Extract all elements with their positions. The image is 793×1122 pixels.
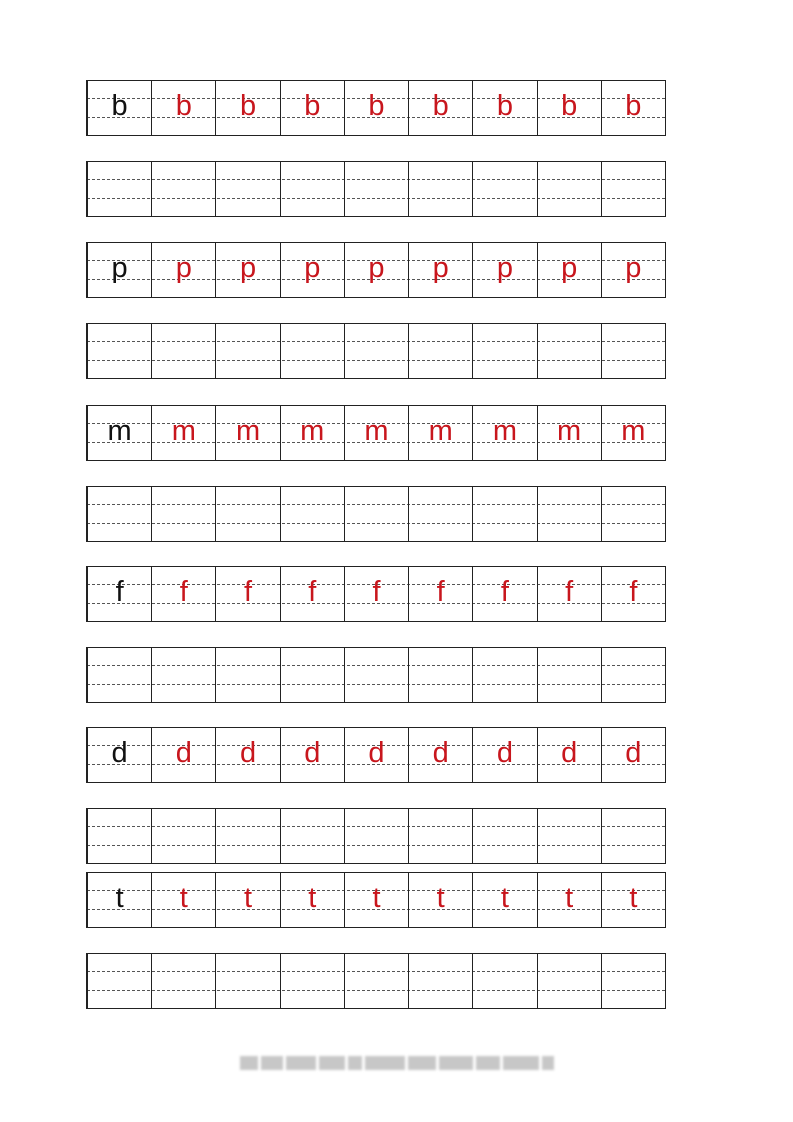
- blank-cell: [151, 809, 215, 863]
- trace-letter: t: [151, 873, 215, 927]
- blank-cell: [280, 487, 344, 541]
- trace-letter: t: [280, 873, 344, 927]
- blank-cell: [151, 954, 215, 1008]
- trace-letter: b: [601, 81, 665, 135]
- blank-cell: [280, 648, 344, 702]
- sample-letter: f: [87, 567, 151, 621]
- blank-cell: [601, 324, 665, 378]
- trace-letter: f: [601, 567, 665, 621]
- trace-letter: p: [472, 243, 536, 297]
- blank-cell: [215, 324, 279, 378]
- trace-letter: b: [215, 81, 279, 135]
- trace-letter: d: [601, 728, 665, 782]
- blank-cell: [408, 162, 472, 216]
- letter-row: [86, 872, 666, 928]
- trace-letter: d: [408, 728, 472, 782]
- sample-letter: b: [87, 81, 151, 135]
- trace-letter: b: [151, 81, 215, 135]
- blank-cell: [215, 809, 279, 863]
- blank-cell: [472, 487, 536, 541]
- blank-cell: [408, 487, 472, 541]
- letter-row: [86, 566, 666, 622]
- blank-cell: [408, 809, 472, 863]
- trace-letter: b: [537, 81, 601, 135]
- sample-letter: t: [87, 873, 151, 927]
- trace-letter: f: [344, 567, 408, 621]
- trace-letter: f: [408, 567, 472, 621]
- blank-cell: [537, 809, 601, 863]
- blank-cell: [87, 954, 151, 1008]
- sample-letter: d: [87, 728, 151, 782]
- trace-letter: m: [601, 406, 665, 460]
- trace-letter: t: [215, 873, 279, 927]
- blank-cell: [215, 162, 279, 216]
- blank-cell: [601, 809, 665, 863]
- blank-cell: [472, 324, 536, 378]
- blank-cell: [537, 954, 601, 1008]
- blank-cell: [87, 324, 151, 378]
- trace-letter: p: [408, 243, 472, 297]
- blank-practice-row: [86, 323, 666, 379]
- blank-cell: [344, 324, 408, 378]
- blank-practice-row: [86, 808, 666, 864]
- blank-cell: [151, 162, 215, 216]
- trace-letter: f: [280, 567, 344, 621]
- blank-cell: [87, 648, 151, 702]
- trace-letter: m: [280, 406, 344, 460]
- blank-cell: [601, 648, 665, 702]
- letter-row: [86, 405, 666, 461]
- blank-cell: [408, 324, 472, 378]
- sample-letter: m: [87, 406, 151, 460]
- trace-letter: p: [215, 243, 279, 297]
- trace-letter: d: [472, 728, 536, 782]
- blank-cell: [344, 954, 408, 1008]
- trace-letter: t: [601, 873, 665, 927]
- blank-cell: [472, 954, 536, 1008]
- trace-letter: b: [408, 81, 472, 135]
- blank-cell: [601, 162, 665, 216]
- blank-cell: [215, 648, 279, 702]
- blank-cell: [344, 809, 408, 863]
- blank-cell: [280, 809, 344, 863]
- trace-letter: t: [472, 873, 536, 927]
- blank-cell: [472, 648, 536, 702]
- blank-cell: [344, 648, 408, 702]
- letter-row: [86, 242, 666, 298]
- trace-letter: p: [280, 243, 344, 297]
- blank-cell: [344, 162, 408, 216]
- blank-cell: [408, 648, 472, 702]
- trace-letter: m: [537, 406, 601, 460]
- blank-cell: [280, 954, 344, 1008]
- blurred-footer-watermark: [240, 1056, 555, 1070]
- blank-cell: [601, 487, 665, 541]
- blank-cell: [344, 487, 408, 541]
- blank-cell: [537, 487, 601, 541]
- trace-letter: t: [408, 873, 472, 927]
- trace-letter: b: [472, 81, 536, 135]
- trace-letter: p: [601, 243, 665, 297]
- trace-letter: m: [151, 406, 215, 460]
- trace-letter: p: [537, 243, 601, 297]
- trace-letter: d: [537, 728, 601, 782]
- trace-letter: f: [537, 567, 601, 621]
- trace-letter: d: [344, 728, 408, 782]
- blank-cell: [408, 954, 472, 1008]
- blank-practice-row: [86, 647, 666, 703]
- blank-cell: [151, 324, 215, 378]
- blank-cell: [537, 324, 601, 378]
- sample-letter: p: [87, 243, 151, 297]
- blank-cell: [87, 162, 151, 216]
- trace-letter: p: [344, 243, 408, 297]
- trace-letter: m: [408, 406, 472, 460]
- blank-cell: [151, 648, 215, 702]
- blank-cell: [215, 487, 279, 541]
- trace-letter: d: [215, 728, 279, 782]
- blank-cell: [280, 324, 344, 378]
- trace-letter: b: [344, 81, 408, 135]
- blank-cell: [87, 487, 151, 541]
- blank-cell: [151, 487, 215, 541]
- trace-letter: t: [537, 873, 601, 927]
- trace-letter: p: [151, 243, 215, 297]
- letter-row: [86, 80, 666, 136]
- blank-cell: [472, 162, 536, 216]
- trace-letter: f: [215, 567, 279, 621]
- trace-letter: f: [472, 567, 536, 621]
- blank-cell: [537, 648, 601, 702]
- trace-letter: t: [344, 873, 408, 927]
- trace-letter: d: [280, 728, 344, 782]
- trace-letter: m: [215, 406, 279, 460]
- trace-letter: b: [280, 81, 344, 135]
- blank-cell: [537, 162, 601, 216]
- blank-cell: [87, 809, 151, 863]
- blank-cell: [472, 809, 536, 863]
- trace-letter: m: [344, 406, 408, 460]
- trace-letter: m: [472, 406, 536, 460]
- blank-practice-row: [86, 953, 666, 1009]
- blank-cell: [280, 162, 344, 216]
- letter-row: [86, 727, 666, 783]
- blank-practice-row: [86, 161, 666, 217]
- blank-cell: [601, 954, 665, 1008]
- blank-practice-row: [86, 486, 666, 542]
- blank-cell: [215, 954, 279, 1008]
- trace-letter: d: [151, 728, 215, 782]
- trace-letter: f: [151, 567, 215, 621]
